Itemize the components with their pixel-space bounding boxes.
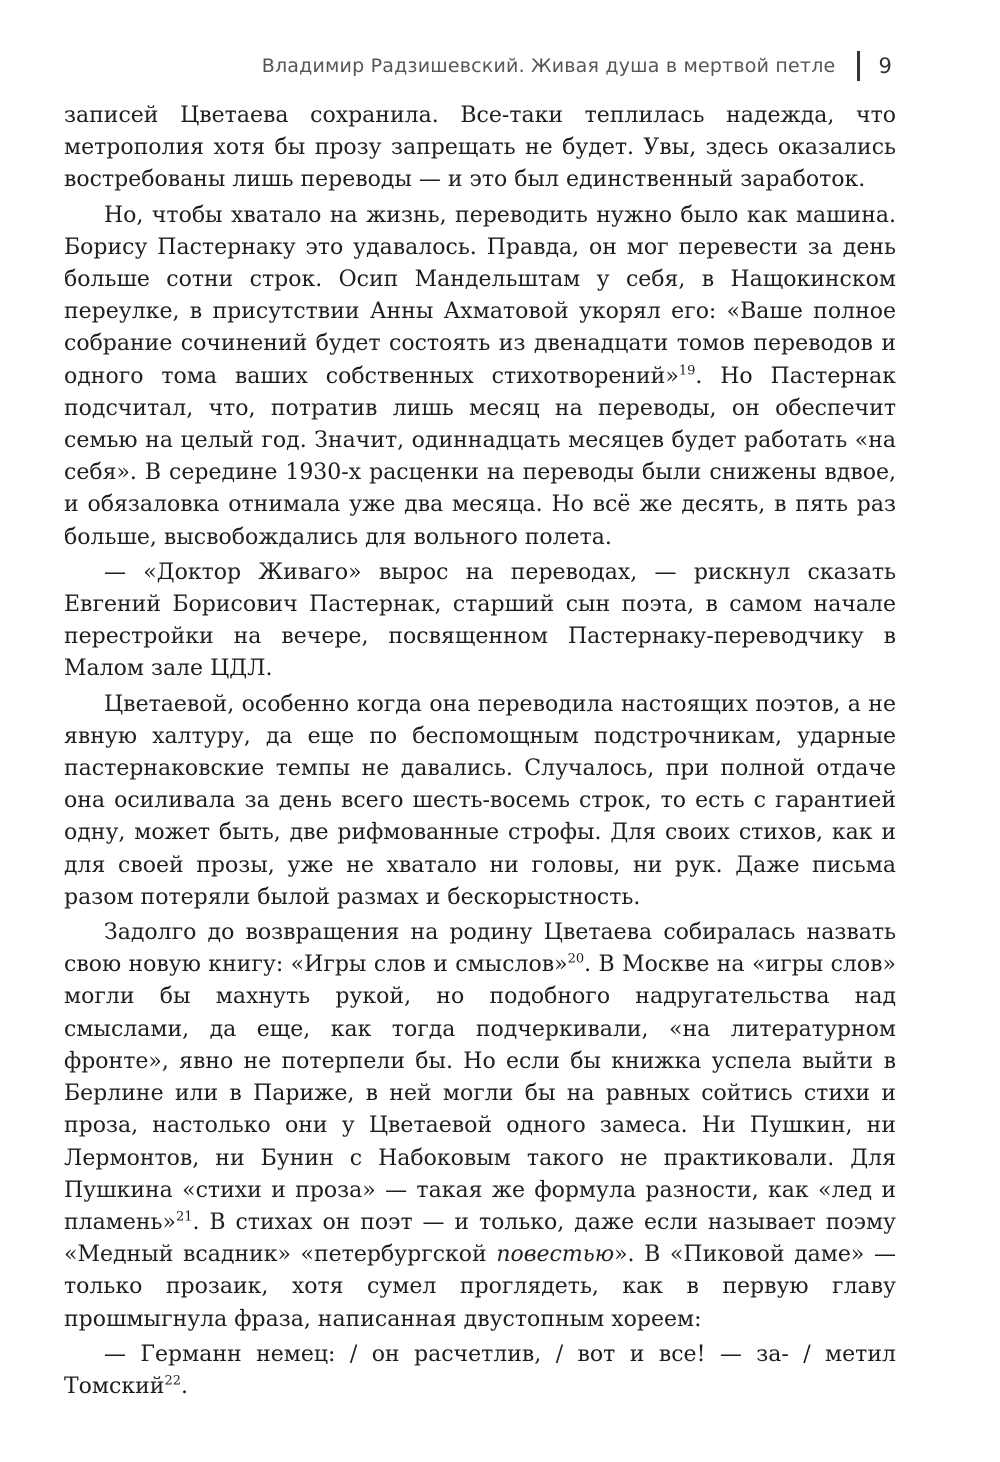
paragraph-3-text: — «Доктор Живаго» вырос на переводах, — рискнул сказать Евгений Борисович Пастернак, старший сын поэта, в самом начале перестройки на вечере, посвященном Пастернаку-переводчику в Малом зале ЦДЛ. [64, 559, 896, 682]
paragraph-2-text-a: Но, чтобы хватало на жизнь, переводить нужно было как машина. Борису Пастернаку это удавалось. Правда, он мог перевести за день больше сотни строк. Осип Мандельштам у себя, в Нащокинском переулке, в присутствии Анны Ахматовой укорял его: «Ваше полное собрание сочинений будет состоять из двенадцати томов переводов и одного тома ваших собственных стихотворений» [64, 202, 896, 389]
paragraph-2 [64, 200, 896, 554]
paragraph-5-text-b: . В Москве на «игры слов» могли бы махнуть рукой, но подобного надругательства над смыслами, да еще, как тогда подчеркивали, «на литературном фронте», явно не потерпели бы. Но если бы книжка успела выйти в Берлине или в Париже, в ней могли бы на равных сойтись стихи и проза, настолько они у Цветаевой одного замеса. Ни Пушкин, ни Лермонтов, ни Бунин с Набоковым такого не практиковали. Для Пушкина «стихи и проза» — такая же формула разности, как «лед и пламень» [64, 952, 896, 1235]
paragraph-6-text-a: — Германн немец: / он расчетлив, / вот и все! — за- / метил Томский [64, 1341, 896, 1399]
paragraph-1-text: записей Цветаева сохранила. Все-таки теплилась надежда, что метрополия хотя бы прозу запрещать не будет. Увы, здесь оказались востребованы лишь переводы — и это был единственный заработок. [64, 103, 896, 193]
footnote-ref-20[interactable]: 20 [567, 951, 585, 967]
running-title: Владимир Радзишевский. Живая душа в мертвой петле [261, 55, 836, 77]
paragraph-5-text-a: Задолго до возвращения на родину Цветаева собиралась назвать свою новую книгу: «Игры слов и смыслов» [64, 920, 896, 978]
paragraph-5-italic: повестью [496, 1242, 615, 1268]
paragraph-5-text-c: . В стихах он поэт — и только, даже если называет поэму «Медный всадник» «петербургской [64, 1209, 896, 1268]
paragraph-6 [64, 1339, 896, 1403]
paragraph-2-text-b: . Но Пастернак подсчитал, что, потратив лишь месяц на переводы, он обеспечит семью на целый год. Значит, одиннадцать месяцев будет работать «на себя». В середине 1930-х расценки на переводы были снижены вдвое, и обязаловка отнимала уже два месяца. Но всё же десять, в пять раз больше, высвобождались для вольного полета. [64, 363, 896, 550]
paragraph-6-text-b: . [180, 1373, 188, 1399]
header-divider [857, 51, 860, 81]
body-text [64, 100, 896, 1406]
paragraph-5-text-d: ». В «Пиковой даме» — только прозаик, хотя сумел проглядеть, как в первую главу прошмыгнула фраза, написанная двустопным хореем: [64, 1242, 896, 1332]
running-head [262, 46, 892, 86]
paragraph-4 [64, 689, 896, 914]
paragraph-4-text: Цветаевой, особенно когда она переводила настоящих поэтов, а не явную халтуру, да еще по беспомощным подстрочникам, ударные пастернаковские темпы не давались. Случалось, при полной отдаче она осиливала за день всего шесть-восемь строк, то есть с гарантией одну, может быть, две рифмованные строфы. Для своих стихов, как и для своей прозы, уже не хватало ни головы, ни рук. Даже письма разом потеряли былой размах и бескорыстность. [64, 691, 896, 910]
footnote-ref-21[interactable]: 21 [176, 1209, 193, 1225]
paragraph-5 [64, 917, 896, 1336]
page-number: 9 [878, 54, 892, 78]
paragraph-1 [64, 100, 896, 197]
paragraph-3 [64, 557, 896, 686]
footnote-ref-22[interactable]: 22 [164, 1373, 181, 1389]
footnote-ref-19[interactable]: 19 [678, 363, 696, 379]
